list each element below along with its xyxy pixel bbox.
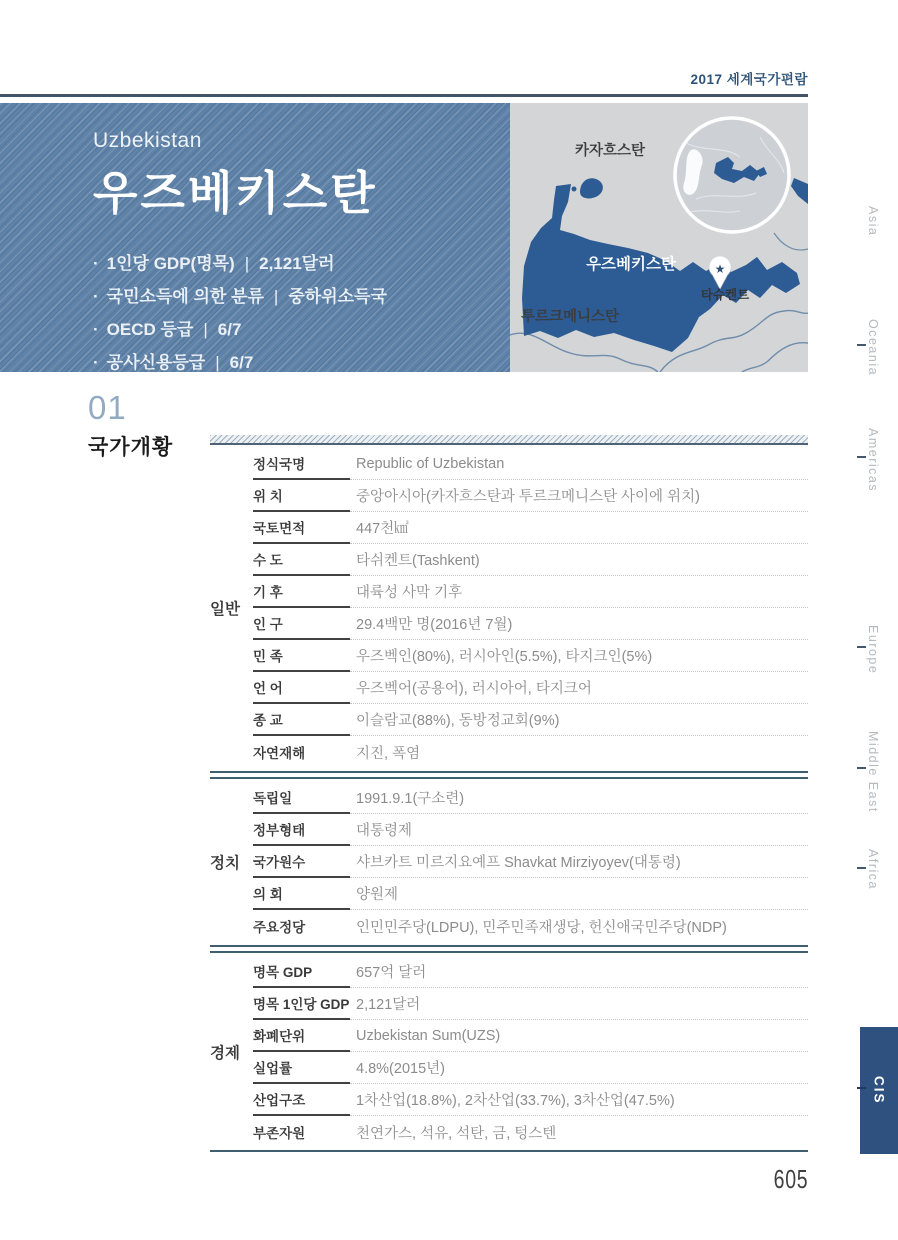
row-value: 29.4백만 명(2016년 7월) <box>350 608 808 640</box>
row-label: 주요정당 <box>253 920 306 935</box>
row-label: 부존자원 <box>253 1126 306 1141</box>
row-value: 우즈벡어(공용어), 러시아어, 타지크어 <box>350 672 808 704</box>
table-row <box>253 956 808 988</box>
table-row <box>253 704 808 736</box>
row-label: 국가원수 <box>253 846 350 878</box>
table-row <box>253 814 808 846</box>
bullet-icon: · <box>93 320 99 339</box>
table-row <box>253 878 808 910</box>
section-tick <box>857 867 866 869</box>
sidebar-item-africa: Africa <box>866 849 880 890</box>
table-bottom-rule <box>210 1150 808 1152</box>
map-label-uzbekistan: 우즈베키스탄 <box>586 256 676 273</box>
country-name-en: Uzbekistan <box>93 129 202 152</box>
table-row <box>253 1084 808 1116</box>
country-overview-table <box>210 435 808 1152</box>
table-top-hatch-bar <box>210 435 808 445</box>
row-label: 인 구 <box>253 608 350 640</box>
fact-separator: | <box>273 287 279 306</box>
row-value: 우즈벡인(80%), 러시아인(5.5%), 타지크인(5%) <box>350 640 808 672</box>
group-label: 일반 <box>210 601 240 618</box>
row-value: 이슬람교(88%), 동방정교회(9%) <box>350 704 808 736</box>
row-label: 화폐단위 <box>253 1020 350 1052</box>
sidebar-item-europe: Europe <box>866 625 880 675</box>
hero-striped-panel <box>0 103 510 372</box>
row-value: 지진, 폭염 <box>356 745 421 762</box>
table-row <box>253 736 808 768</box>
fact-value: 6/7 <box>229 353 254 372</box>
row-value: 447천㎢ <box>350 512 808 544</box>
fact-item <box>93 346 510 379</box>
table-group-economy <box>210 956 808 1148</box>
sidebar-item-asia: Asia <box>866 206 880 237</box>
table-row <box>253 1116 808 1148</box>
fact-item <box>93 313 510 346</box>
fact-separator: | <box>244 254 250 273</box>
table-row <box>253 640 808 672</box>
table-row <box>253 846 808 878</box>
fact-item <box>93 247 510 280</box>
row-value: 657억 달러 <box>350 956 808 988</box>
row-value: 1991.9.1(구소련) <box>350 782 808 814</box>
row-value: 타쉬켄트(Tashkent) <box>350 544 808 576</box>
fact-value: 6/7 <box>217 320 242 339</box>
fact-label: 1인당 GDP(명목) <box>106 254 235 273</box>
row-label: 국토면적 <box>253 512 350 544</box>
section-tick <box>857 767 866 769</box>
table-group-general <box>210 448 808 768</box>
table-row <box>253 480 808 512</box>
key-facts-list <box>93 247 510 379</box>
row-value: Republic of Uzbekistan <box>350 448 808 480</box>
group-separator <box>210 771 808 779</box>
country-map <box>510 103 808 372</box>
row-value: 4.8%(2015년) <box>350 1052 808 1084</box>
fact-value: 2,121달러 <box>259 254 335 273</box>
row-label: 독립일 <box>253 782 350 814</box>
row-label: 명목 GDP <box>253 956 350 988</box>
table-row <box>253 910 808 942</box>
map-label-capital: 타슈켄트 <box>700 288 750 302</box>
map-label-kazakhstan: 카자흐스탄 <box>574 143 646 159</box>
row-label: 실업률 <box>253 1052 350 1084</box>
country-name-ko: 우즈베키스탄 <box>93 167 378 219</box>
row-label: 언 어 <box>253 672 350 704</box>
row-value: 양원제 <box>350 878 808 910</box>
section-tick <box>857 1087 866 1089</box>
row-label: 위 치 <box>253 480 350 512</box>
row-label: 정부형태 <box>253 814 350 846</box>
row-value: 인민민주당(LDPU), 민주민족재생당, 헌신애국민주당(NDP) <box>356 919 727 936</box>
row-value: 샤브카트 미르지요예프 Shavkat Mirziyoyev(대통령) <box>350 846 808 878</box>
row-label: 민 족 <box>253 640 350 672</box>
row-value: 1차산업(18.8%), 2차산업(33.7%), 3차산업(47.5%) <box>350 1084 808 1116</box>
fact-label: 국민소득에 의한 분류 <box>106 287 264 306</box>
table-row <box>253 512 808 544</box>
header-rule <box>0 94 808 97</box>
table-row <box>253 1020 808 1052</box>
country-hero <box>0 103 808 372</box>
bullet-icon: · <box>93 254 99 273</box>
page-number: 605 <box>773 1164 808 1194</box>
fact-label: 공사신용등급 <box>106 353 206 372</box>
group-separator <box>210 945 808 953</box>
map-label-turkmenistan: 투르크메니스탄 <box>520 309 620 325</box>
sidebar-item-middle-east: Middle East <box>866 731 880 813</box>
row-label: 자연재해 <box>253 746 306 761</box>
table-row <box>253 544 808 576</box>
edition-label: 2017 세계국가편람 <box>690 72 808 87</box>
row-value: 천연가스, 석유, 석탄, 금, 텅스텐 <box>356 1125 557 1142</box>
map-svg <box>510 103 808 372</box>
row-value: 대통령제 <box>350 814 808 846</box>
table-row <box>253 576 808 608</box>
row-label: 종 교 <box>253 704 350 736</box>
fact-separator: | <box>203 320 208 339</box>
row-value: 2,121달러 <box>350 988 808 1020</box>
section-tick <box>857 646 866 648</box>
bullet-icon: · <box>93 287 99 306</box>
fact-separator: | <box>215 353 220 372</box>
row-label: 기 후 <box>253 576 350 608</box>
row-label: 명목 1인당 GDP <box>253 988 350 1020</box>
table-row <box>253 988 808 1020</box>
fact-value: 중하위소득국 <box>288 287 387 306</box>
row-value: 중앙아시아(카자흐스탄과 투르크메니스탄 사이에 위치) <box>350 480 808 512</box>
capital-pin-star-icon: ★ <box>714 262 726 276</box>
table-row <box>253 672 808 704</box>
sidebar-item-cis-active <box>860 1027 898 1154</box>
section-tick <box>857 344 866 346</box>
country-shape-fragment <box>572 187 577 192</box>
bullet-icon: · <box>93 353 99 372</box>
row-label: 의 회 <box>253 878 350 910</box>
row-label: 수 도 <box>253 544 350 576</box>
sidebar-item-cis-label: CIS <box>871 1076 887 1105</box>
section-title: 국가개황 <box>88 436 174 459</box>
row-label: 산업구조 <box>253 1084 350 1116</box>
row-label: 정식국명 <box>253 448 350 480</box>
table-row <box>253 782 808 814</box>
section-number: 01 <box>88 389 127 426</box>
sidebar-item-americas: Americas <box>866 428 880 493</box>
sidebar-item-oceania: Oceania <box>866 319 880 377</box>
group-label: 경제 <box>210 1045 240 1062</box>
section-tick <box>857 456 866 458</box>
table-group-politics <box>210 782 808 942</box>
table-row <box>253 1052 808 1084</box>
row-value: 대륙성 사막 기후 <box>350 576 808 608</box>
table-row <box>253 448 808 480</box>
row-value: Uzbekistan Sum(UZS) <box>350 1020 808 1052</box>
fact-label: OECD 등급 <box>106 320 194 339</box>
fact-item <box>93 280 510 313</box>
group-label: 정치 <box>210 855 240 872</box>
table-row <box>253 608 808 640</box>
